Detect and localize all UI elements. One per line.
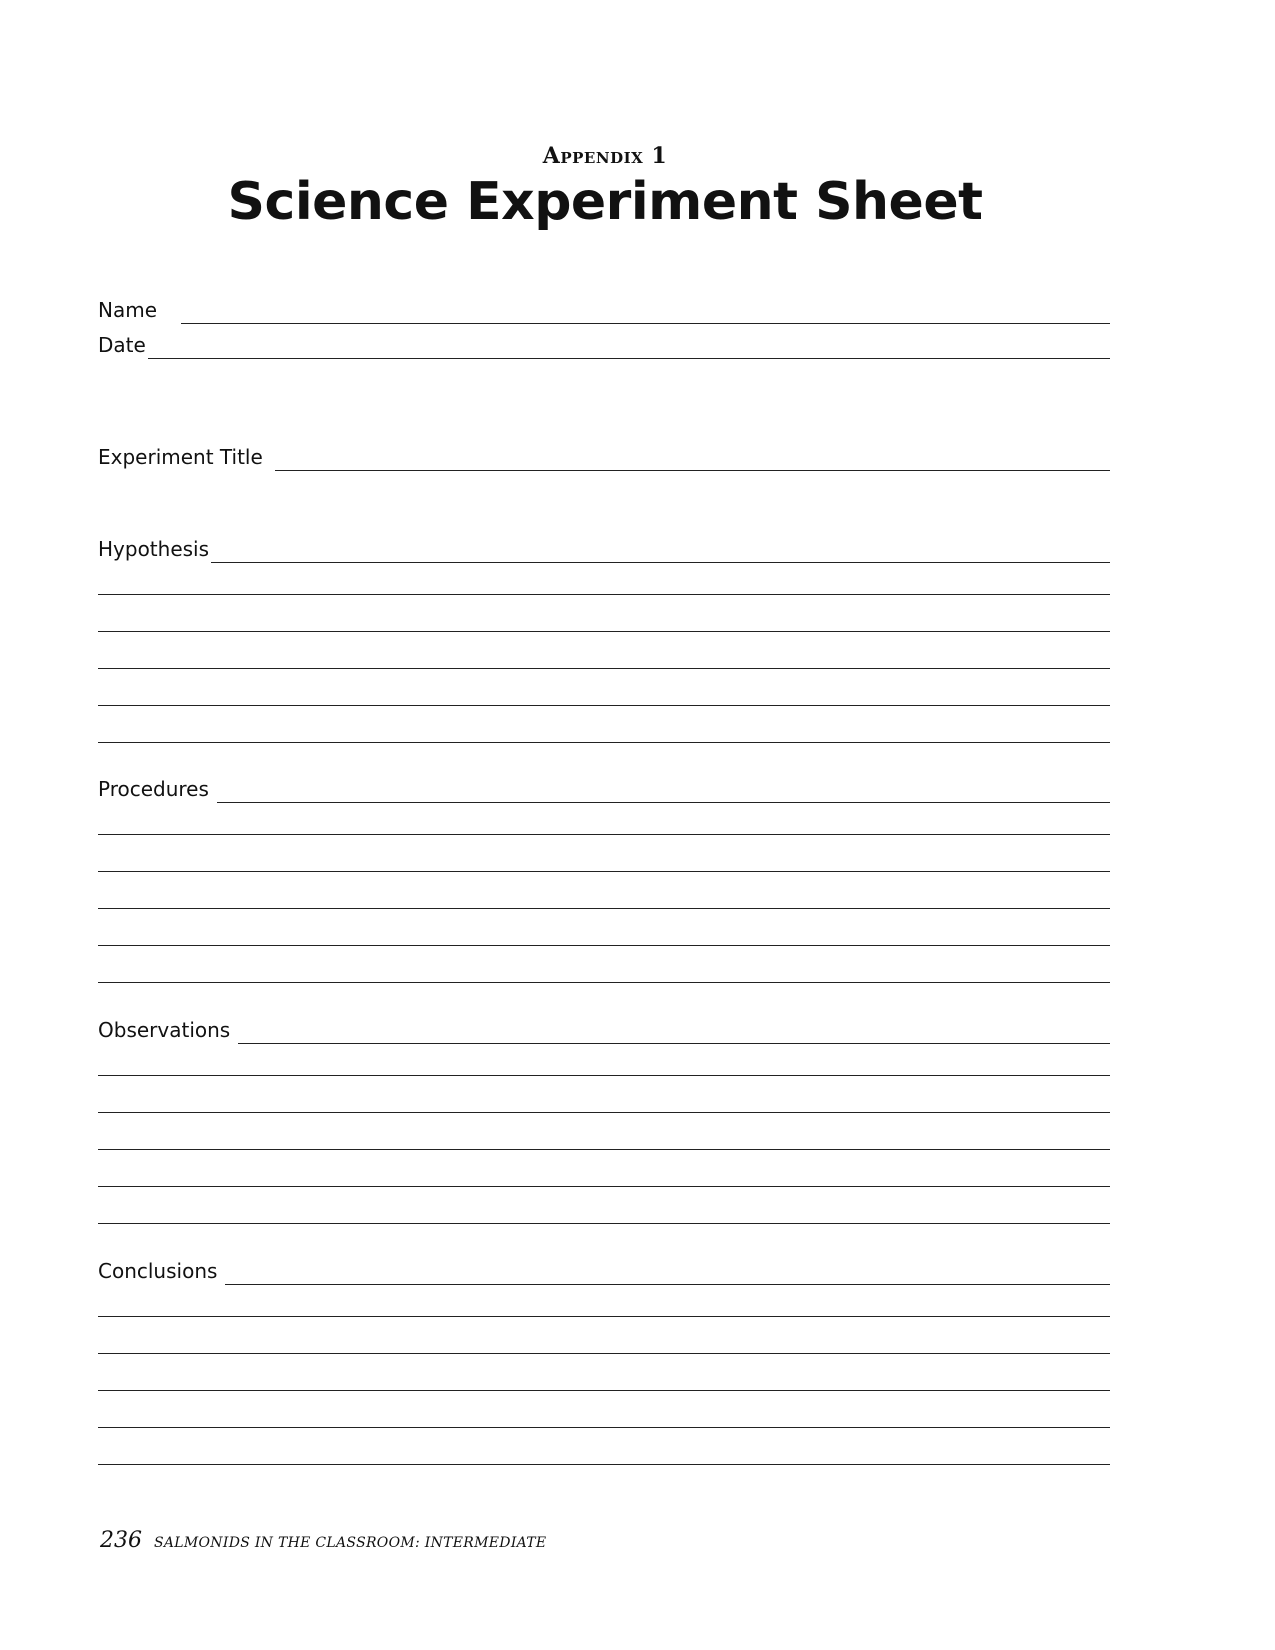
hypothesis-line[interactable]: [98, 705, 1110, 706]
conclusions-line[interactable]: [98, 1464, 1110, 1465]
procedures-label: Procedures: [98, 777, 209, 801]
procedures-input-line[interactable]: [217, 778, 1110, 803]
observations-field: [98, 1014, 1110, 1044]
hypothesis-field: [98, 533, 1110, 563]
hypothesis-line[interactable]: [98, 631, 1110, 632]
experiment-title-input-line[interactable]: [275, 446, 1110, 471]
date-label: Date: [98, 333, 146, 357]
procedures-line[interactable]: [98, 908, 1110, 909]
appendix-label: Appendix 1: [542, 143, 668, 169]
conclusions-line[interactable]: [98, 1316, 1110, 1317]
observations-line[interactable]: [98, 1112, 1110, 1113]
date-input-line[interactable]: [148, 334, 1110, 359]
observations-input-line[interactable]: [238, 1019, 1110, 1044]
experiment-title-label: Experiment Title: [98, 445, 263, 469]
procedures-field: [98, 773, 1110, 803]
observations-line[interactable]: [98, 1223, 1110, 1224]
date-field: [98, 329, 1110, 359]
procedures-line[interactable]: [98, 834, 1110, 835]
conclusions-label: Conclusions: [98, 1259, 218, 1283]
observations-line[interactable]: [98, 1149, 1110, 1150]
page-footer: [100, 1528, 546, 1553]
procedures-line[interactable]: [98, 945, 1110, 946]
hypothesis-line[interactable]: [98, 594, 1110, 595]
conclusions-line[interactable]: [98, 1390, 1110, 1391]
name-field: [98, 294, 1110, 324]
page-title: Science Experiment Sheet: [227, 172, 983, 232]
observations-line[interactable]: [98, 1075, 1110, 1076]
observations-line[interactable]: [98, 1186, 1110, 1187]
experiment-title-field: [98, 441, 1110, 471]
running-title: SALMONIDS IN THE CLASSROOM: INTERMEDIATE: [154, 1535, 547, 1551]
observations-label: Observations: [98, 1018, 231, 1042]
hypothesis-line[interactable]: [98, 668, 1110, 669]
procedures-line[interactable]: [98, 871, 1110, 872]
conclusions-input-line[interactable]: [225, 1260, 1110, 1285]
hypothesis-label: Hypothesis: [98, 537, 210, 561]
hypothesis-line[interactable]: [98, 742, 1110, 743]
procedures-line[interactable]: [98, 982, 1110, 983]
hypothesis-input-line[interactable]: [211, 538, 1110, 563]
name-input-line[interactable]: [181, 299, 1110, 324]
conclusions-field: [98, 1255, 1110, 1285]
page-number: 236: [100, 1528, 142, 1553]
name-label: Name: [98, 298, 158, 322]
conclusions-line[interactable]: [98, 1427, 1110, 1428]
conclusions-line[interactable]: [98, 1353, 1110, 1354]
